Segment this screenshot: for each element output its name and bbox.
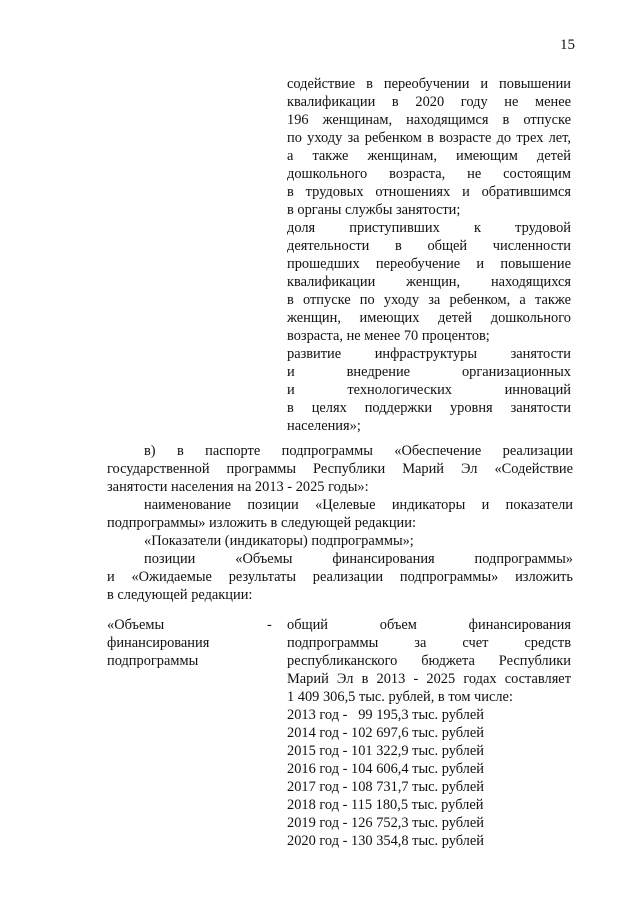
block2-line: наименование позиции «Целевые индикаторы и показатели (144, 497, 573, 513)
block1-line: в органы службы занятости; (287, 202, 461, 218)
table-label-line: финансирования (107, 635, 210, 651)
table-label-line: подпрограммы (107, 653, 199, 669)
block1-line: населения»; (287, 418, 361, 434)
table-value-line: 2016 год - 104 606,4 тыс. рублей (287, 761, 484, 777)
table-value-line: подпрограммы за счет средств (287, 635, 571, 651)
page-number: 15 (560, 37, 575, 53)
table-value-line: общий объем финансирования (287, 617, 571, 633)
block2-line: в) в паспорте подпрограммы «Обеспечение реализации (144, 443, 573, 459)
table-value-line: 1 409 306,5 тыс. рублей, в том числе: (287, 689, 513, 705)
table-dash: - (267, 617, 272, 633)
block2-line: государственной программы Республики Марий Эл «Содействие (107, 461, 573, 477)
block2-line: «Показатели (индикаторы) подпрограммы»; (144, 533, 414, 549)
block1-line: и внедрение организационных (287, 364, 571, 380)
block1-line: возраста, не менее 70 процентов; (287, 328, 490, 344)
block2-line: подпрограммы» изложить в следующей редакции: (107, 515, 416, 531)
block1-line: развитие инфраструктуры занятости (287, 346, 571, 362)
table-value-line: 2014 год - 102 697,6 тыс. рублей (287, 725, 484, 741)
block2-line: в следующей редакции: (107, 587, 253, 603)
block2-line: позиции «Объемы финансирования подпрограммы» (144, 551, 573, 567)
table-value-line: 2018 год - 115 180,5 тыс. рублей (287, 797, 484, 813)
table-value-line: 2015 год - 101 322,9 тыс. рублей (287, 743, 484, 759)
table-value-line: Марий Эл в 2013 - 2025 годах составляет (287, 671, 571, 687)
block1-line: деятельности в общей численности (287, 238, 571, 254)
table-label-line: «Объемы (107, 617, 165, 633)
block1-line: в целях поддержки уровня занятости (287, 400, 571, 416)
block1-line: содействие в переобучении и повышении (287, 76, 571, 92)
block1-line: женщин, имеющих детей дошкольного (287, 310, 571, 326)
block1-line: квалификации в 2020 году не менее (287, 94, 571, 110)
block1-line: а также женщинам, имеющим детей (287, 148, 571, 164)
table-value-line: республиканского бюджета Республики (287, 653, 571, 669)
block1-line: квалификации женщин, находящихся (287, 274, 571, 290)
block1-line: 196 женщинам, находящимся в отпуске (287, 112, 571, 128)
block1-line: прошедших переобучение и повышение (287, 256, 571, 272)
block1-line: в отпуске по уходу за ребенком, а также (287, 292, 571, 308)
block2-line: и «Ожидаемые результаты реализации подпрограммы» изложить (107, 569, 573, 585)
block1-line: в трудовых отношениях и обратившимся (287, 184, 571, 200)
block1-line: дошкольного возраста, не состоящим (287, 166, 571, 182)
table-value-line: 2013 год - 99 195,3 тыс. рублей (287, 707, 484, 723)
block1-line: доля приступивших к трудовой (287, 220, 571, 236)
block1-line: и технологических инноваций (287, 382, 571, 398)
table-value-line: 2019 год - 126 752,3 тыс. рублей (287, 815, 484, 831)
table-value-line: 2020 год - 130 354,8 тыс. рублей (287, 833, 484, 849)
block1-line: по уходу за ребенком в возрасте до трех лет, (287, 130, 571, 146)
block2-line: занятости населения на 2013 - 2025 годы»: (107, 479, 369, 495)
table-value-line: 2017 год - 108 731,7 тыс. рублей (287, 779, 484, 795)
